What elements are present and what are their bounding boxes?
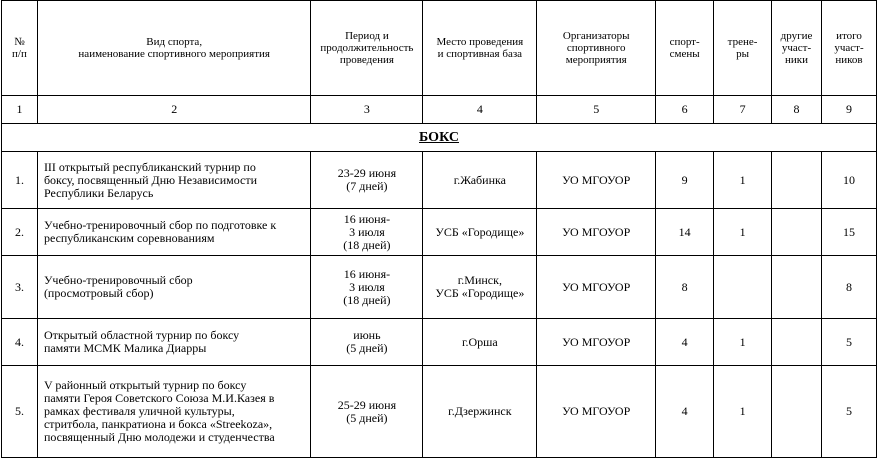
column-number-row [2, 96, 877, 124]
column-number: 8 [772, 96, 822, 124]
event-period: июнь (5 дней) [311, 319, 423, 366]
event-name: III открытый республиканский турнир по боксу, посвященный Дню Независимости Республики Беларусь [37, 152, 311, 209]
events-table [1, 0, 877, 458]
column-number: 9 [822, 96, 877, 124]
total-count: 10 [822, 152, 877, 209]
athletes-count: 4 [656, 366, 714, 458]
header-athletes: спорт- смены [656, 1, 714, 96]
athletes-count: 9 [656, 152, 714, 209]
others-count [772, 366, 822, 458]
coaches-count: 1 [714, 209, 772, 256]
event-organizer: УО МГОУОР [537, 209, 656, 256]
event-organizer: УО МГОУОР [537, 366, 656, 458]
others-count [772, 319, 822, 366]
row-num: 4. [2, 319, 38, 366]
event-name: Учебно-тренировочный сбор (просмотровый сбор) [37, 256, 311, 319]
event-organizer: УО МГОУОР [537, 319, 656, 366]
row-num: 3. [2, 256, 38, 319]
column-number: 2 [37, 96, 311, 124]
event-name: Учебно-тренировочный сбор по подготовке к республиканским соревнованиям [37, 209, 311, 256]
athletes-count: 14 [656, 209, 714, 256]
others-count [772, 209, 822, 256]
row-num: 2. [2, 209, 38, 256]
header-organizer: Организаторы спортивного мероприятия [537, 1, 656, 96]
column-number: 7 [714, 96, 772, 124]
table-row [2, 366, 877, 458]
column-number: 3 [311, 96, 423, 124]
athletes-count: 8 [656, 256, 714, 319]
row-num: 5. [2, 366, 38, 458]
column-number: 5 [537, 96, 656, 124]
table-row [2, 209, 877, 256]
event-period: 16 июня- 3 июля (18 дней) [311, 256, 423, 319]
section-row [2, 124, 877, 152]
header-others: другие участ- ники [772, 1, 822, 96]
total-count: 5 [822, 319, 877, 366]
event-place: г.Минск, УСБ «Городище» [423, 256, 537, 319]
header-num: № п/п [2, 1, 38, 96]
column-number: 4 [423, 96, 537, 124]
event-place: г.Жабинка [423, 152, 537, 209]
row-num: 1. [2, 152, 38, 209]
total-count: 15 [822, 209, 877, 256]
total-count: 5 [822, 366, 877, 458]
section-title: БОКС [2, 124, 877, 152]
coaches-count [714, 256, 772, 319]
coaches-count: 1 [714, 366, 772, 458]
table-row [2, 152, 877, 209]
event-place: г.Дзержинск [423, 366, 537, 458]
header-event-name: Вид спорта, наименование спортивного мероприятия [37, 1, 311, 96]
athletes-count: 4 [656, 319, 714, 366]
header-total: итого участ- ников [822, 1, 877, 96]
coaches-count: 1 [714, 152, 772, 209]
event-organizer: УО МГОУОР [537, 256, 656, 319]
column-number: 1 [2, 96, 38, 124]
coaches-count: 1 [714, 319, 772, 366]
event-name: V районный открытый турнир по боксу памяти Героя Советского Союза М.И.Казея в рамках фестиваля уличной культуры, стритбола, панкратиона и бокса «Streekoza», посвященный Дню молодежи и студенчества [37, 366, 311, 458]
event-period: 16 июня- 3 июля (18 дней) [311, 209, 423, 256]
total-count: 8 [822, 256, 877, 319]
table-row [2, 256, 877, 319]
header-row [2, 1, 877, 96]
others-count [772, 256, 822, 319]
others-count [772, 152, 822, 209]
event-period: 25-29 июня (5 дней) [311, 366, 423, 458]
header-coaches: трене- ры [714, 1, 772, 96]
column-number: 6 [656, 96, 714, 124]
header-place: Место проведения и спортивная база [423, 1, 537, 96]
event-organizer: УО МГОУОР [537, 152, 656, 209]
event-place: г.Орша [423, 319, 537, 366]
event-period: 23-29 июня (7 дней) [311, 152, 423, 209]
table-row [2, 319, 877, 366]
event-name: Открытый областной турнир по боксу памяти МСМК Малика Диарры [37, 319, 311, 366]
header-period: Период и продолжительность проведения [311, 1, 423, 96]
event-place: УСБ «Городище» [423, 209, 537, 256]
